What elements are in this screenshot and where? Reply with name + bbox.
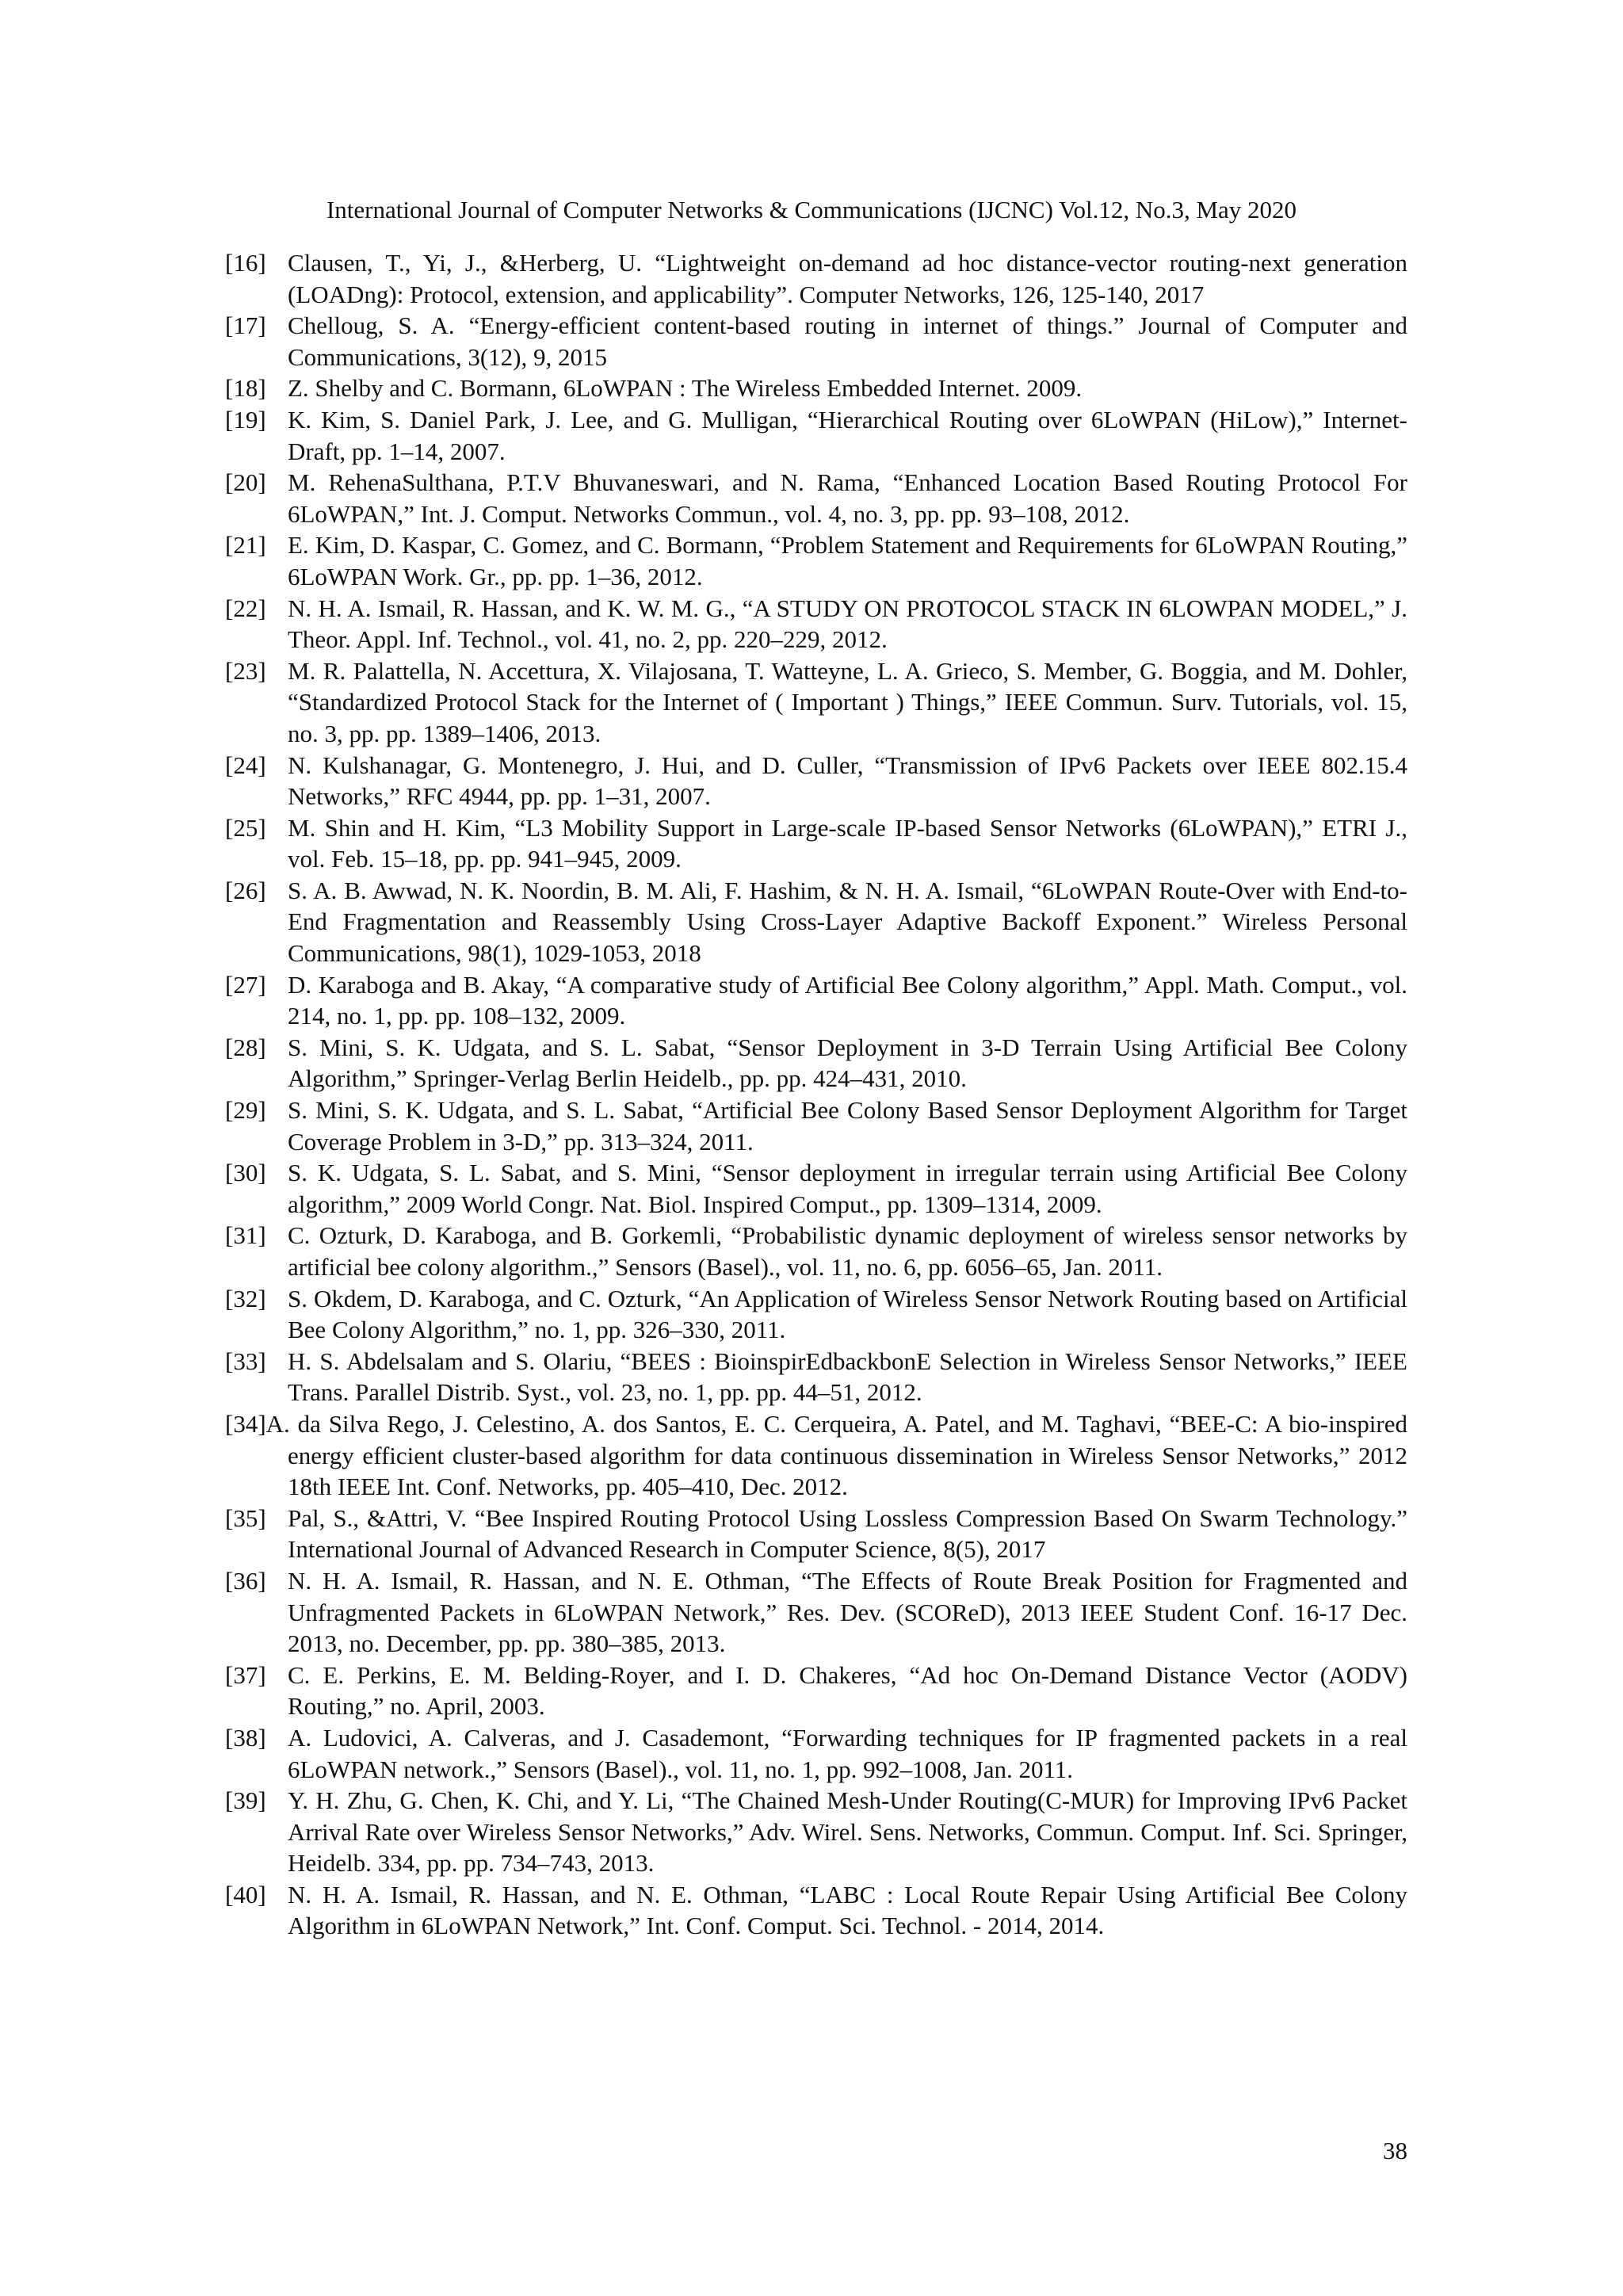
reference-text: S. K. Udgata, S. L. Sabat, and S. Mini, “Sensor deployment in irregular terrain using Artificial Bee Colony algorithm,” 2009 World Congr. Nat. Biol. Inspired Comput., pp. 1309–1314, 2009. [288, 1159, 1407, 1218]
reference-item [225, 1503, 1407, 1565]
reference-label: [31] [225, 1221, 266, 1250]
reference-label: [36] [225, 1566, 266, 1595]
reference-item [225, 1722, 1407, 1785]
reference-item [225, 1032, 1407, 1095]
page-number: 38 [1383, 2137, 1407, 2164]
reference-label: [34] [225, 1409, 266, 1438]
reference-label: [22] [225, 594, 266, 622]
reference-label: [27] [225, 970, 266, 999]
reference-label: [40] [225, 1880, 266, 1908]
reference-item [225, 655, 1407, 750]
reference-label: [17] [225, 311, 266, 340]
reference-text: A. Ludovici, A. Calveras, and J. Casademont, “Forwarding techniques for IP fragmented packets in a real 6LoWPAN network.,” Sensors (Basel)., vol. 11, no. 1, pp. 992–1008, Jan. 2011. [288, 1723, 1407, 1783]
reference-label: [37] [225, 1660, 266, 1689]
reference-label: [29] [225, 1096, 266, 1125]
reference-label: [38] [225, 1723, 266, 1752]
reference-text: M. RehenaSulthana, P.T.V Bhuvaneswari, and N. Rama, “Enhanced Location Based Routing Protocol For 6LoWPAN,” Int. J. Comput. Networks Commun., vol. 4, no. 3, pp. pp. 93–108, 2012. [288, 468, 1407, 528]
reference-text: M. R. Palattella, N. Accettura, X. Vilajosana, T. Watteyne, L. A. Grieco, S. Member, G. Boggia, and M. Dohler, “Standardized Protocol Stack for the Internet of ( Important ) Things,” IEEE Commun. Surv. Tutorials, vol. 15, no. 3, pp. pp. 1389–1406, 2013. [288, 656, 1407, 747]
running-header: International Journal of Computer Networks & Communications (IJCNC) Vol.12, No.3, May 2020 [326, 196, 1297, 223]
reference-item [225, 467, 1407, 529]
reference-label: [39] [225, 1786, 266, 1815]
reference-text: S. Mini, S. K. Udgata, and S. L. Sabat, “Artificial Bee Colony Based Sensor Deployment Algorithm for Target Coverage Problem in 3-D,” pp. 313–324, 2011. [288, 1096, 1407, 1156]
reference-text: N. H. A. Ismail, R. Hassan, and K. W. M. G., “A STUDY ON PROTOCOL STACK IN 6LOWPAN MODEL,” J. Theor. Appl. Inf. Technol., vol. 41, no. 2, pp. 220–229, 2012. [288, 594, 1407, 654]
reference-text: E. Kim, D. Kaspar, C. Gomez, and C. Bormann, “Problem Statement and Requirements for 6LoWPAN Routing,” 6LoWPAN Work. Gr., pp. pp. 1–36, 2012. [288, 531, 1407, 590]
reference-text: K. Kim, S. Daniel Park, J. Lee, and G. Mulligan, “Hierarchical Routing over 6LoWPAN (HiLow),” Internet-Draft, pp. 1–14, 2007. [288, 405, 1407, 465]
reference-item [225, 404, 1407, 467]
reference-item [225, 593, 1407, 655]
reference-text: Clausen, T., Yi, J., &Herberg, U. “Lightweight on-demand ad hoc distance-vector routing-next generation (LOADng): Protocol, extension, and applicability”. Computer Networks, 126, 125-140, 2017 [288, 249, 1407, 308]
reference-item [225, 875, 1407, 969]
reference-label: [18] [225, 374, 266, 403]
reference-text: M. Shin and H. Kim, “L3 Mobility Support in Large-scale IP-based Sensor Networks (6LoWPAN),” ETRI J., vol. Feb. 15–18, pp. pp. 941–945, 2009. [288, 813, 1407, 873]
reference-item [225, 750, 1407, 812]
reference-item [225, 529, 1407, 592]
reference-item [225, 1220, 1407, 1282]
reference-item [225, 1346, 1407, 1408]
reference-label: [26] [225, 876, 266, 904]
reference-text: N. Kulshanagar, G. Montenegro, J. Hui, and D. Culler, “Transmission of IPv6 Packets over IEEE 802.15.4 Networks,” RFC 4944, pp. pp. 1–31, 2007. [288, 751, 1407, 811]
reference-text: S. Okdem, D. Karaboga, and C. Ozturk, “An Application of Wireless Sensor Network Routing based on Artificial Bee Colony Algorithm,” no. 1, pp. 326–330, 2011. [288, 1284, 1407, 1344]
reference-text: A. da Silva Rego, J. Celestino, A. dos Santos, E. C. Cerqueira, A. Patel, and M. Taghavi, “BEE-C: A bio-inspired energy efficient cluster-based algorithm for data continuous dissemination in Wireless Sensor Networks,” 2012 18th IEEE Int. Conf. Networks, pp. 405–410, Dec. 2012. [265, 1409, 1407, 1501]
reference-label: [33] [225, 1347, 266, 1375]
reference-item [225, 1408, 1407, 1503]
reference-text: H. S. Abdelsalam and S. Olariu, “BEES : BioinspirEdbackbonE Selection in Wireless Sensor Networks,” IEEE Trans. Parallel Distrib. Syst., vol. 23, no. 1, pp. pp. 44–51, 2012. [288, 1347, 1407, 1407]
reference-label: [32] [225, 1284, 266, 1312]
reference-text: D. Karaboga and B. Akay, “A comparative study of Artificial Bee Colony algorithm,” Appl. Math. Comput., vol. 214, no. 1, pp. pp. 108–132, 2009. [288, 970, 1407, 1030]
reference-item [225, 1785, 1407, 1879]
reference-label: [19] [225, 405, 266, 434]
reference-text: S. A. B. Awwad, N. K. Noordin, B. M. Ali, F. Hashim, & N. H. A. Ismail, “6LoWPAN Route-Over with End-to-End Fragmentation and Reassembly Using Cross-Layer Adaptive Backoff Exponent.” Wireless Personal Communications, 98(1), 1029-1053, 2018 [288, 876, 1407, 968]
reference-label: [23] [225, 656, 266, 685]
reference-label: [16] [225, 249, 266, 277]
reference-item [225, 372, 1407, 404]
reference-text: Z. Shelby and C. Bormann, 6LoWPAN : The Wireless Embedded Internet. 2009. [288, 374, 1083, 403]
reference-label: [21] [225, 531, 266, 560]
reference-text: N. H. A. Ismail, R. Hassan, and N. E. Othman, “LABC : Local Route Repair Using Artificial Bee Colony Algorithm in 6LoWPAN Network,” Int. Conf. Comput. Sci. Technol. - 2014, 2014. [288, 1880, 1407, 1940]
reference-item [225, 969, 1407, 1032]
reference-item [225, 1157, 1407, 1220]
reference-item [225, 1095, 1407, 1157]
reference-label: [28] [225, 1033, 266, 1061]
reference-label: [24] [225, 751, 266, 779]
reference-text: C. E. Perkins, E. M. Belding-Royer, and I. D. Chakeres, “Ad hoc On-Demand Distance Vector (AODV) Routing,” no. April, 2003. [288, 1660, 1407, 1721]
reference-text: Y. H. Zhu, G. Chen, K. Chi, and Y. Li, “The Chained Mesh-Under Routing(C-MUR) for Improving IPv6 Packet Arrival Rate over Wireless Sensor Networks,” Adv. Wirel. Sens. Networks, Commun. Comput. Inf. Sci. Springer, Heidelb. 334, pp. pp. 734–743, 2013. [288, 1786, 1407, 1878]
reference-item [225, 310, 1407, 372]
reference-item [225, 812, 1407, 875]
reference-text: S. Mini, S. K. Udgata, and S. L. Sabat, “Sensor Deployment in 3-D Terrain Using Artificial Bee Colony Algorithm,” Springer-Verlag Berlin Heidelb., pp. pp. 424–431, 2010. [288, 1033, 1407, 1093]
reference-item [225, 247, 1407, 310]
reference-item [225, 1283, 1407, 1346]
reference-text: Chelloug, S. A. “Energy-efficient content-based routing in internet of things.” Journal of Computer and Communications, 3(12), 9, 2015 [288, 311, 1407, 371]
reference-item [225, 1565, 1407, 1660]
reference-label: [20] [225, 468, 266, 497]
reference-item [225, 1660, 1407, 1722]
reference-text: C. Ozturk, D. Karaboga, and B. Gorkemli, “Probabilistic dynamic deployment of wireless sensor networks by artificial bee colony algorithm.,” Sensors (Basel)., vol. 11, no. 6, pp. 6056–65, Jan. 2011. [288, 1221, 1407, 1281]
reference-label: [35] [225, 1503, 266, 1532]
reference-item [225, 1879, 1407, 1942]
reference-list [225, 247, 1407, 1942]
reference-label: [25] [225, 813, 266, 842]
reference-label: [30] [225, 1159, 266, 1187]
reference-text: Pal, S., &Attri, V. “Bee Inspired Routing Protocol Using Lossless Compression Based On Swarm Technology.” International Journal of Advanced Research in Computer Science, 8(5), 2017 [288, 1503, 1407, 1564]
reference-text: N. H. A. Ismail, R. Hassan, and N. E. Othman, “The Effects of Route Break Position for Fragmented and Unfragmented Packets in 6LoWPAN Network,” Res. Dev. (SCOReD), 2013 IEEE Student Conf. 16-17 Dec. 2013, no. December, pp. pp. 380–385, 2013. [288, 1566, 1407, 1658]
